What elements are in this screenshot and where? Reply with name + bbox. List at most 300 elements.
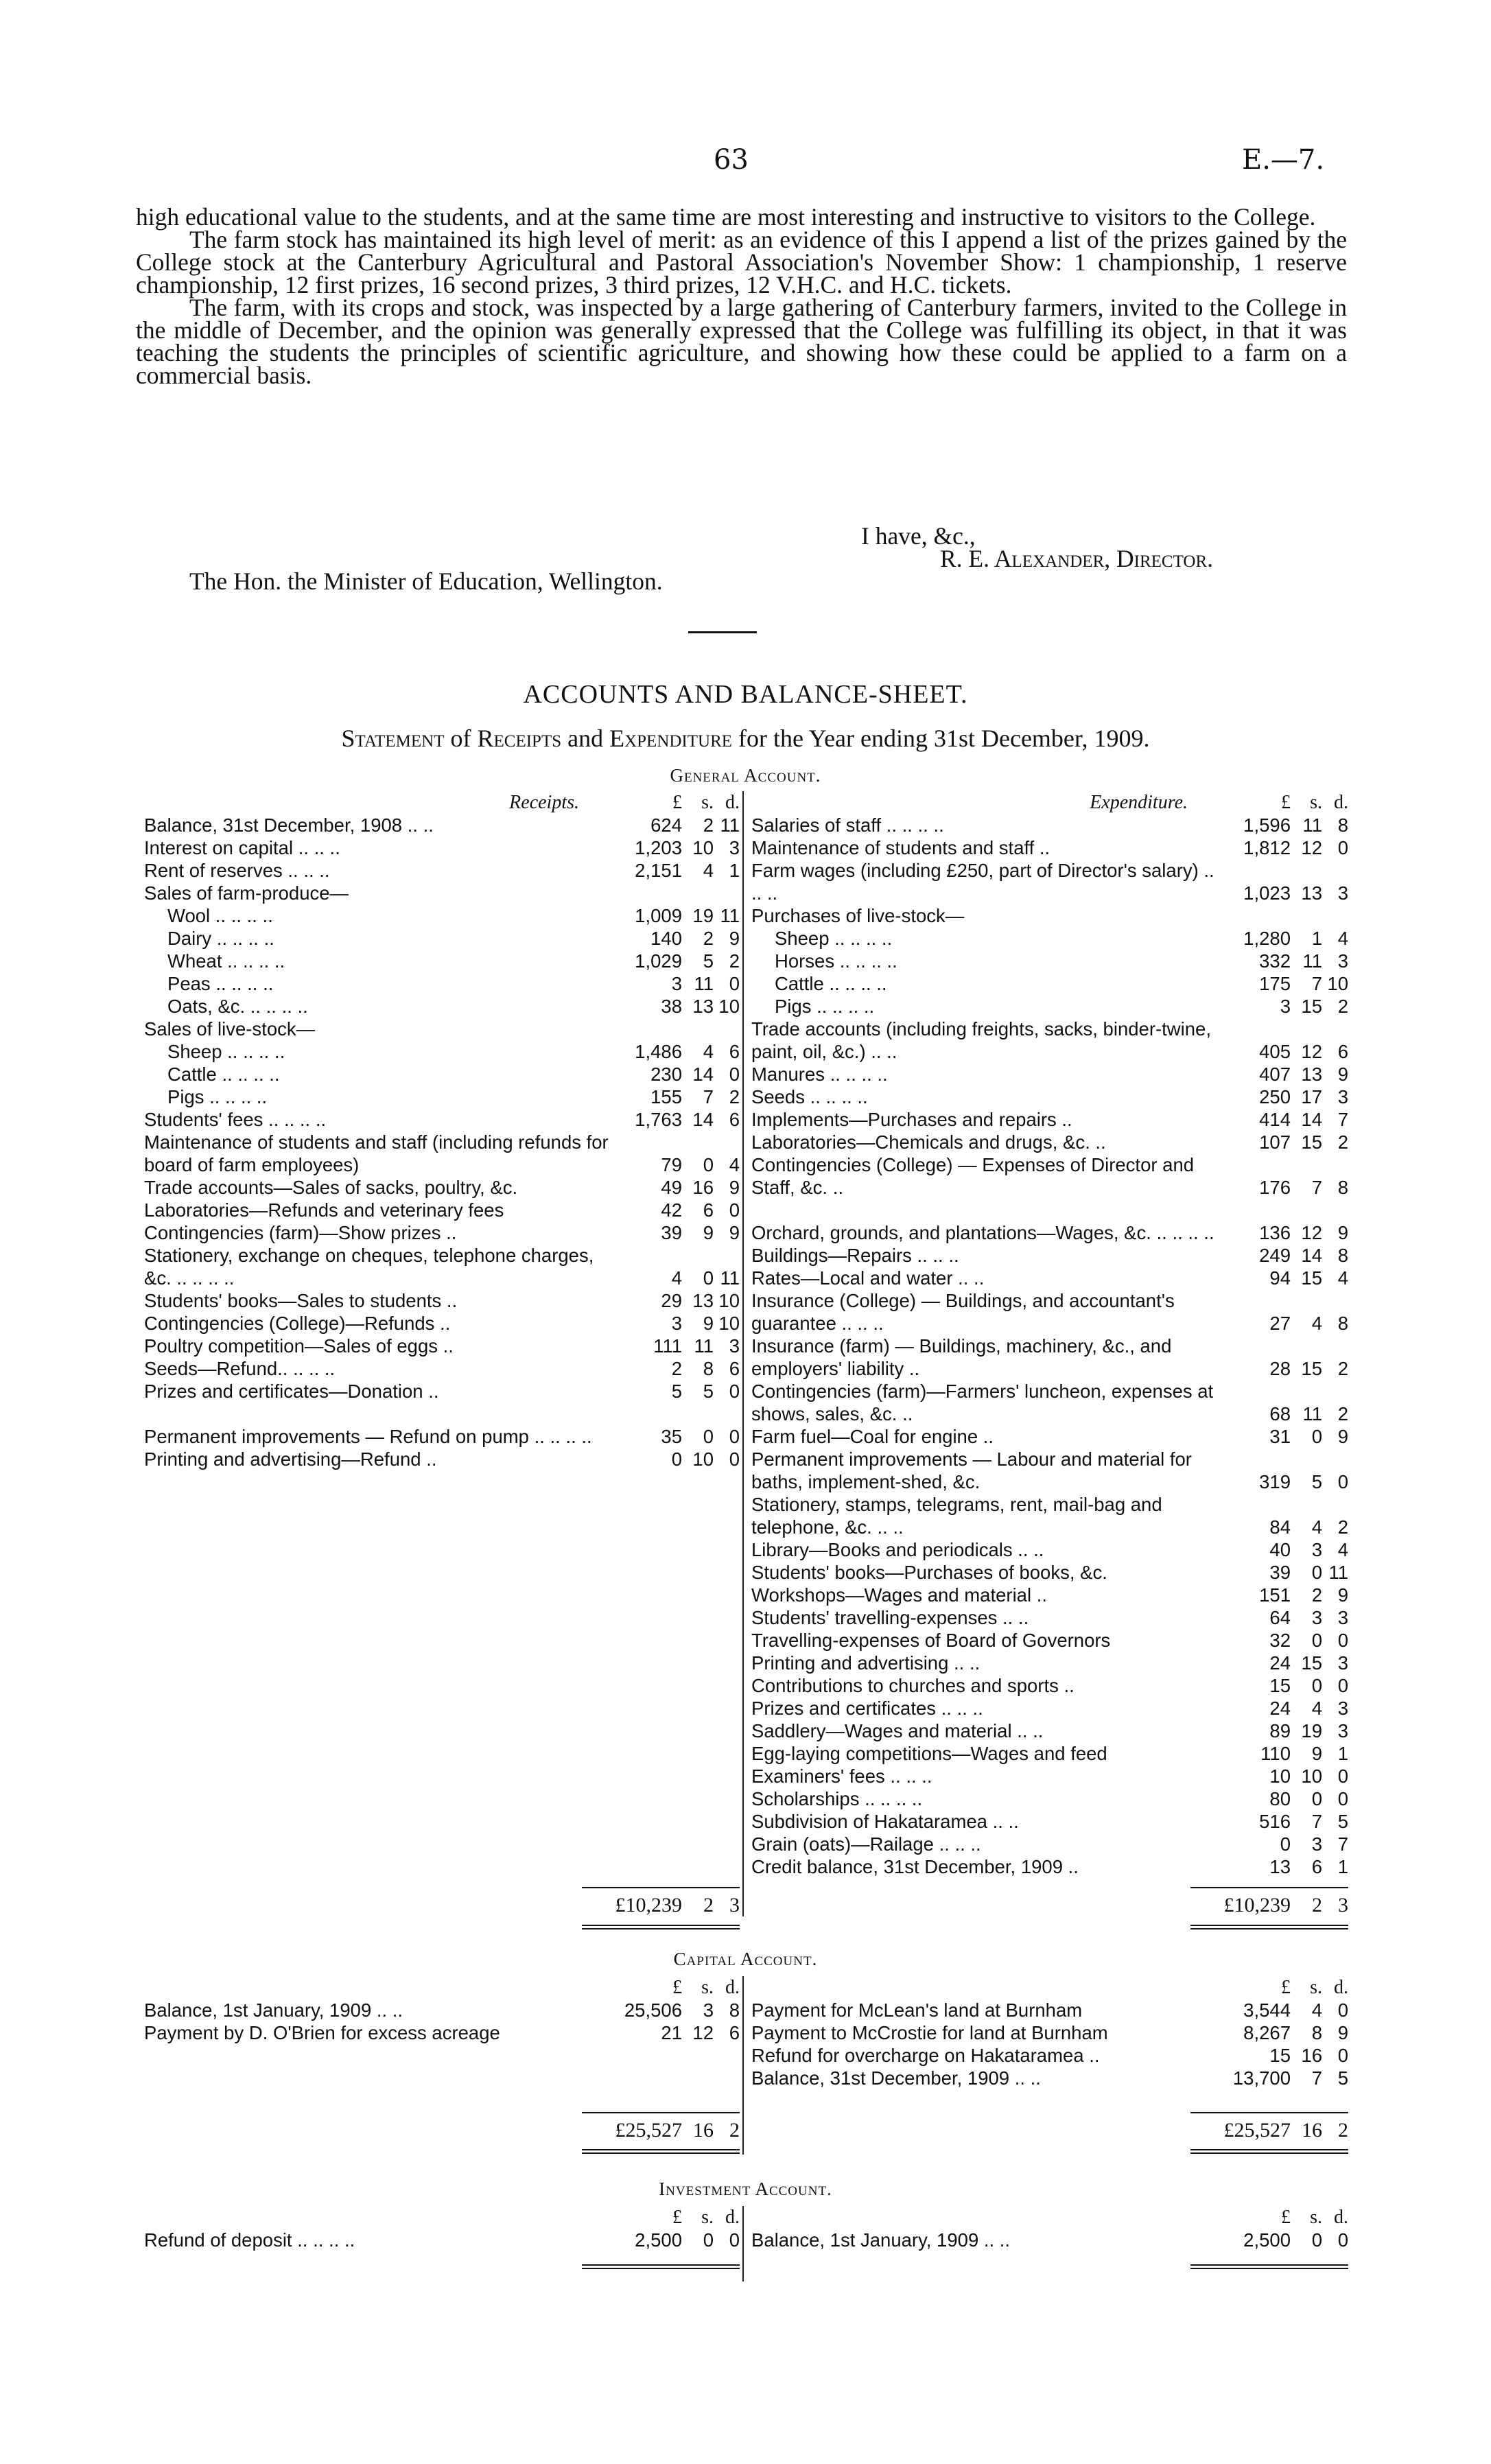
account-row: [751, 1131, 1348, 1153]
row-amount: [1222, 972, 1348, 995]
row-amount: [1222, 1063, 1348, 1086]
account-row: [144, 2021, 740, 2044]
amount-pence: 1: [1337, 1743, 1348, 1764]
amount-pounds: 1,763: [635, 1109, 682, 1130]
amount-pounds: 1,596: [1243, 814, 1291, 836]
double-rule: [582, 1925, 740, 1929]
amount-shillings: 9: [703, 1313, 714, 1334]
amount-pence: 4: [1337, 928, 1348, 949]
amount-pence: 0: [1337, 2229, 1348, 2251]
section-divider: [688, 631, 757, 633]
amount-pounds: 414: [1259, 1109, 1291, 1130]
amount-pounds: 13: [1269, 1856, 1291, 1877]
amount-pounds: 516: [1259, 1811, 1291, 1832]
letter-signature: R. E. Alexander, Director.: [940, 545, 1214, 572]
amount-shillings: 0: [1311, 1788, 1322, 1809]
account-row: [751, 1425, 1348, 1448]
amount-pounds: 2: [671, 1358, 682, 1379]
account-row: [751, 1674, 1348, 1697]
double-rule: [582, 2149, 740, 2154]
total-rule: [1190, 2112, 1348, 2113]
row-label: Balance, 31st December, 1908 .. ..: [144, 814, 434, 836]
investment-receipts-rows: [144, 2229, 740, 2251]
account-row: [144, 1040, 740, 1063]
row-label: Refund for overcharge on Hakataramea ..: [751, 2045, 1100, 2066]
account-row: [144, 1086, 740, 1108]
row-amount: [1222, 1674, 1348, 1697]
account-row: [144, 972, 740, 995]
account-row: [751, 2067, 1348, 2089]
row-amount: [1222, 1833, 1348, 1855]
amount-shillings: 4: [1311, 1516, 1322, 1538]
row-label: Laboratories—Refunds and veterinary fees: [144, 1199, 504, 1221]
amount-pence: 9: [729, 1177, 740, 1198]
amount-pounds: 407: [1259, 1064, 1291, 1085]
row-label: Buildings—Repairs .. .. ..: [751, 1245, 959, 1266]
row-label: Dairy .. .. .. ..: [167, 928, 274, 949]
row-amount: [1222, 1697, 1348, 1720]
row-amount: [613, 995, 740, 1018]
amount-shillings: 0: [703, 1426, 714, 1447]
investment-expenditure: £ s. d. Balance, 1st January, 1909 .. .. 2,500 0 0: [751, 2207, 1348, 2251]
amount-shillings: 14: [1301, 1109, 1322, 1130]
double-rule: [1190, 2149, 1348, 2154]
amount-pounds: 3: [671, 1313, 682, 1334]
account-row: [144, 1335, 740, 1357]
row-label: Printing and advertising—Refund ..: [144, 1448, 437, 1470]
account-row: [144, 836, 740, 859]
amount-pounds: 40: [1269, 1539, 1291, 1560]
total-rule: [582, 2112, 740, 2113]
amount-pounds: 79: [661, 1154, 682, 1175]
amount-pounds: 39: [1269, 1562, 1291, 1583]
row-amount: [613, 1199, 740, 1221]
row-amount: [613, 1425, 740, 1448]
amount-pounds: 35: [661, 1426, 682, 1447]
account-row: [751, 1493, 1348, 1538]
row-amount: [1222, 1040, 1348, 1063]
row-label: Payment to McCrostie for land at Burnham: [751, 2022, 1108, 2043]
row-amount: [1222, 2067, 1348, 2089]
row-label: Maintenance of students and staff ..: [751, 837, 1050, 858]
amount-shillings: 13: [692, 1290, 714, 1311]
amount-shillings: 13: [692, 996, 714, 1017]
amount-pounds: 1,029: [635, 950, 682, 972]
capital-expenditure: £ s. d. Payment for McLean's land at Burnham 3,544 4 0 Payment to McCrostie for land at Burnham 8,267 8 9 Refund for overcharge on Hakataramea .. 15 16 0 Balance, 31st December, 1909 .. .. 13,700 7 5: [751, 1977, 1348, 2089]
amount-pounds: 64: [1269, 1607, 1291, 1628]
account-row: [751, 1267, 1348, 1289]
amount-pounds: 2,500: [635, 2229, 682, 2251]
row-amount: [613, 904, 740, 927]
row-amount: [1222, 1742, 1348, 1765]
amount-shillings: 10: [692, 1448, 714, 1470]
amount-pounds: 42: [661, 1199, 682, 1221]
row-label: Sales of farm-produce—: [144, 882, 349, 904]
amount-shillings: 4: [1311, 1698, 1322, 1719]
row-label: Sheep .. .. .. ..: [775, 928, 893, 949]
row-label: Students' books—Purchases of books, &c.: [751, 1562, 1107, 1583]
row-amount: [613, 1289, 740, 1312]
amount-shillings: 4: [1311, 1999, 1322, 2021]
amount-pence: 10: [1327, 973, 1348, 994]
amount-shillings: 4: [1311, 1313, 1322, 1334]
total-rule: [582, 1887, 740, 1888]
row-label: Permanent improvements — Labour and material for baths, implement-shed, &c.: [751, 1448, 1192, 1492]
row-label: Oats, &c. .. .. .. ..: [167, 996, 308, 1017]
row-amount: [1222, 927, 1348, 950]
amount-pence: 3: [1337, 1720, 1348, 1741]
account-row: [144, 859, 740, 882]
amount-pounds: 15: [1269, 1675, 1291, 1696]
row-amount: [613, 1312, 740, 1335]
double-rule: [1190, 1925, 1348, 1929]
amount-pounds: 2,500: [1243, 2229, 1291, 2251]
amount-pounds: 107: [1259, 1131, 1291, 1153]
account-row: [751, 1999, 1348, 2021]
amount-shillings: 6: [1311, 1856, 1322, 1877]
row-label: Pigs .. .. .. ..: [167, 1086, 268, 1107]
row-label: Contingencies (College)—Refunds ..: [144, 1313, 451, 1334]
capital-account-heading: Capital Account.: [673, 1949, 818, 1969]
amount-pounds: 1,812: [1243, 837, 1291, 858]
row-amount: [1222, 1787, 1348, 1810]
row-label: Scholarships .. .. .. ..: [751, 1788, 923, 1809]
investment-expenditure-rows: [751, 2229, 1348, 2251]
amount-shillings: 9: [703, 1222, 714, 1243]
amount-shillings: 8: [703, 1358, 714, 1379]
column-divider: [742, 791, 744, 1916]
account-row: [751, 859, 1348, 904]
amount-pence: 3: [1337, 1698, 1348, 1719]
amount-pounds: 68: [1269, 1403, 1291, 1424]
amount-pence: 3: [1337, 882, 1348, 904]
row-label: Subdivision of Hakataramea .. ..: [751, 1811, 1019, 1832]
amount-pounds: 1,280: [1243, 928, 1291, 949]
amount-pence: 2: [729, 1086, 740, 1107]
row-amount: [613, 972, 740, 995]
amount-pounds: 155: [650, 1086, 682, 1107]
amount-pounds: 10: [1269, 1765, 1291, 1787]
row-amount: [1222, 2021, 1348, 2044]
row-amount: [613, 950, 740, 972]
row-label: Balance, 1st January, 1909 .. ..: [751, 2229, 1011, 2251]
row-amount: [1222, 2229, 1348, 2251]
amount-shillings: 10: [692, 837, 714, 858]
amount-pence: 2: [1337, 1131, 1348, 1153]
row-label: Wheat .. .. .. ..: [167, 950, 285, 972]
capital-expenditure-total: £25,527 16 2: [1223, 2119, 1348, 2142]
amount-pence: 2: [1337, 1516, 1348, 1538]
amount-pence: 11: [720, 814, 740, 836]
amount-shillings: 0: [703, 1267, 714, 1289]
accounts-subtitle: Statement of Receipts and Expenditure for the Year ending 31st December, 1909.: [341, 725, 1150, 752]
account-row: [144, 1357, 740, 1380]
amount-pence: 4: [1337, 1267, 1348, 1289]
row-amount: [613, 1335, 740, 1357]
amount-shillings: 12: [1301, 837, 1322, 858]
amount-pence: 9: [1337, 1222, 1348, 1243]
row-amount: [1222, 1470, 1348, 1493]
amount-shillings: 14: [692, 1064, 714, 1085]
row-label: Saddlery—Wages and material .. ..: [751, 1720, 1044, 1741]
amount-pence: 0: [1337, 1471, 1348, 1492]
amount-pence: 8: [1337, 1177, 1348, 1198]
row-amount: [613, 2021, 740, 2044]
amount-pence: 8: [1337, 814, 1348, 836]
amount-shillings: 9: [1311, 1743, 1322, 1764]
account-row: [751, 1787, 1348, 1810]
row-amount: [613, 927, 740, 950]
amount-pence: 3: [729, 1335, 740, 1357]
amount-pounds: 1,009: [635, 905, 682, 926]
account-row: [751, 2044, 1348, 2067]
row-amount: [1222, 1267, 1348, 1289]
row-label: Manures .. .. .. ..: [751, 1064, 888, 1085]
amount-pounds: 332: [1259, 950, 1291, 972]
row-label: Trade accounts—Sales of sacks, poultry, &c.: [144, 1177, 518, 1198]
account-row: [144, 950, 740, 972]
row-amount: [1222, 995, 1348, 1018]
amount-shillings: 13: [1301, 1064, 1322, 1085]
account-row: [751, 1289, 1348, 1335]
row-amount: [613, 859, 740, 882]
row-amount: [1222, 2044, 1348, 2067]
amount-pence: 8: [1337, 1313, 1348, 1334]
account-row: [751, 1652, 1348, 1674]
account-row: [751, 1833, 1348, 1855]
amount-shillings: 0: [703, 1154, 714, 1175]
letter-paragraph: The farm stock has maintained its high level of merit: as an evidence of this I append a list of the prizes gained by the College stock at the Canterbury Agricultural and Pastoral Association's November Show: 1 championship, 1 reserve championship, 12 first prizes, 16 second prizes, 3 third prizes, 12 V.H.C. and H.C. tickets.: [136, 226, 1347, 298]
amount-pence: 0: [729, 1199, 740, 1221]
amount-pounds: 31: [1269, 1426, 1291, 1447]
row-amount: [613, 1380, 740, 1403]
investment-account-heading: Investment Account.: [659, 2179, 832, 2199]
amount-pounds: 28: [1269, 1358, 1291, 1379]
amount-pounds: 249: [1259, 1245, 1291, 1266]
general-expenditure-total: £10,239 2 3: [1223, 1894, 1348, 1916]
amount-shillings: 2: [703, 928, 714, 949]
row-label: Payment for McLean's land at Burnham: [751, 1999, 1083, 2021]
amount-pence: 6: [729, 1109, 740, 1130]
row-label: Interest on capital .. .. ..: [144, 837, 340, 858]
amount-pounds: 84: [1269, 1516, 1291, 1538]
row-amount: [613, 2229, 740, 2251]
amount-shillings: 7: [1311, 2067, 1322, 2089]
amount-pounds: 3,544: [1243, 1999, 1291, 2021]
amount-pounds: 110: [1260, 1743, 1291, 1764]
amount-pounds: 32: [1269, 1630, 1291, 1651]
account-row: [144, 927, 740, 950]
amount-pence: 0: [729, 1448, 740, 1470]
general-expenditure-rows: [751, 814, 1348, 1878]
general-receipts-rows: [144, 814, 740, 1470]
amount-pounds: 8,267: [1243, 2022, 1291, 2043]
account-row: [751, 1629, 1348, 1652]
amount-shillings: 10: [1301, 1765, 1322, 1787]
receipts-heading: Receipts.: [509, 792, 579, 813]
amount-shillings: 15: [1301, 1358, 1322, 1379]
account-row: [751, 972, 1348, 995]
amount-shillings: 0: [1311, 1630, 1322, 1651]
amount-shillings: 7: [1311, 1811, 1322, 1832]
general-expenditure: Expenditure. £ s. d. Salaries of staff .. .. .. .. 1,596 11 8 Maintenance of students and staff .. 1,812 12 0 Farm wages (including £250, part of Director's salary) .. .. .. 1,023 13 3 Purchases of live-stock— Sheep .. .. .. .. 1,280 1 4 Horses .. .. .. .. 332 11 3 Cattle .. .. .. .. 175 7 10 Pigs .. .. .. .. 3 15 2 Trade accounts (including freights, sacks, binder-twine, paint, oil, &c.) .. .. 405 12 6 Manures .. .. .. .. 407 13 9 Seeds .. .. .. .. 250 17 3 Implements—Purchases and repairs .. 414 14 7 Laboratories—Chemicals and drugs, &c. .. 107 15 2 Contingencies (College) — Expenses of Director and Staff, &c. .. 176 7 8 Orchard, grounds, and plantations—Wages, &c. .. .. .. .. 136 12 9 Buildings—Repairs .. .. .. 249 14 8 Rates—Local and water .. .. 94 15 4 Insurance (College) — Buildings, and accountant's guarantee .. .. .. 27 4 8 Insurance (farm) — Buildings, machinery, &c., and employers' liability .. 28 15 2 Contingencies (farm)—Farmers' luncheon, expenses at shows, sales, &c. .. 68 11 2 Farm fuel—Coal for engine .. 31 0 9 Permanent improvements — Labour and material for baths, implement-shed, &c. 319 5 0 Stationery, stamps, telegrams, rent, mail-bag and telephone, &c. .. .. 84 4 2 Library—Books and periodicals .. .. 40 3 4 Students' books—Purchases of books, &c. 39 0 11 Workshops—Wages and material .. 151 2 9 Students' travelling-expenses .. .. 64 3 3 Travelling-expenses of Board of Governors 32 0 0 Printing and advertising .. .. 24 15 3 Contributions to churches and sports .. 15 0 0 Prizes and certificates .. .. .. 24 4 3 Saddlery—Wages and material .. .. 89 19 3 Egg-laying competitions—Wages and feed 110 9 1 Examiners' fees .. .. .. 10 10 0 Scholarships .. .. .. .. 80 0 0 Subdivision of Hakataramea .. .. 516 7 5 Grain (oats)—Railage .. .. .. 0 3 7 Credit balance, 31st December, 1909 .. 13 6 1: [751, 792, 1348, 1877]
amount-shillings: 15: [1301, 1131, 1322, 1153]
account-row: [751, 814, 1348, 836]
account-row: [144, 995, 740, 1018]
amount-pence: 5: [1337, 2067, 1348, 2089]
row-label: Horses .. .. .. ..: [775, 950, 897, 972]
amount-pounds: 24: [1269, 1652, 1291, 1674]
account-row: [144, 2229, 740, 2251]
amount-pounds: 175: [1259, 973, 1291, 994]
account-row: [751, 1606, 1348, 1629]
row-amount: [613, 1221, 740, 1244]
letter-addressee: The Hon. the Minister of Education, Wellington.: [189, 567, 663, 595]
account-row: [751, 927, 1348, 950]
account-row: [144, 1289, 740, 1312]
amount-pence: 10: [718, 996, 740, 1017]
amount-pence: 3: [1337, 1652, 1348, 1674]
amount-shillings: 3: [703, 1999, 714, 2021]
amount-shillings: 14: [1301, 1245, 1322, 1266]
row-amount: [613, 1040, 740, 1063]
row-label: Grain (oats)—Railage .. .. ..: [751, 1833, 981, 1855]
row-label: Rent of reserves .. .. ..: [144, 860, 330, 881]
amount-pence: 11: [720, 905, 740, 926]
row-amount: [1222, 882, 1348, 904]
row-amount: [1222, 1403, 1348, 1425]
amount-shillings: 5: [703, 950, 714, 972]
amount-shillings: 13: [1301, 882, 1322, 904]
row-label: Prizes and certificates—Donation ..: [144, 1381, 439, 1402]
amount-pence: 0: [729, 1426, 740, 1447]
account-row: [751, 1855, 1348, 1878]
row-amount: [1222, 1086, 1348, 1108]
row-label: Contingencies (farm)—Show prizes ..: [144, 1222, 457, 1243]
row-label: Contributions to churches and sports ..: [751, 1675, 1075, 1696]
amount-shillings: 15: [1301, 996, 1322, 1017]
account-row: [144, 1380, 740, 1403]
row-label: Payment by D. O'Brien for excess acreage: [144, 2022, 500, 2043]
amount-pence: 0: [1337, 2045, 1348, 2066]
amount-shillings: 0: [1311, 1675, 1322, 1696]
amount-pounds: 5: [671, 1381, 682, 1402]
amount-shillings: 4: [703, 1041, 714, 1062]
amount-pence: 9: [729, 928, 740, 949]
amount-shillings: 2: [703, 814, 714, 836]
account-row: [751, 1584, 1348, 1606]
row-amount: [1222, 1810, 1348, 1833]
row-amount: [1222, 1561, 1348, 1584]
row-amount: [1222, 1606, 1348, 1629]
row-amount: [613, 814, 740, 836]
row-label: Trade accounts (including freights, sacks, binder-twine, paint, oil, &c.) .. ..: [751, 1018, 1211, 1062]
amount-pounds: 4: [671, 1267, 682, 1289]
amount-pence: 0: [729, 1064, 740, 1085]
account-row: [144, 1403, 740, 1448]
amount-pounds: 13,700: [1232, 2067, 1291, 2089]
row-label: Farm wages (including £250, part of Director's salary) .. .. ..: [751, 860, 1214, 904]
amount-pence: 3: [1337, 950, 1348, 972]
amount-pence: 6: [729, 1358, 740, 1379]
amount-shillings: 2: [1311, 1584, 1322, 1606]
row-label: Cattle .. .. .. ..: [775, 973, 887, 994]
account-row: [144, 1312, 740, 1335]
row-label: Contingencies (farm)—Farmers' luncheon, expenses at shows, sales, &c. ..: [751, 1381, 1214, 1424]
row-label: Balance, 1st January, 1909 .. ..: [144, 1999, 403, 2021]
amount-shillings: 3: [1311, 1539, 1322, 1560]
double-rule: [582, 2264, 740, 2269]
account-row: [144, 1018, 740, 1040]
amount-pounds: 3: [671, 973, 682, 994]
account-row: [751, 1380, 1348, 1425]
amount-pounds: 151: [1259, 1584, 1291, 1606]
amount-pounds: 319: [1259, 1471, 1291, 1492]
account-row: [751, 1561, 1348, 1584]
amount-pounds: 39: [661, 1222, 682, 1243]
amount-pence: 0: [1337, 1765, 1348, 1787]
amount-shillings: 5: [1311, 1471, 1322, 1492]
amount-shillings: 3: [1311, 1607, 1322, 1628]
account-row: [144, 1221, 740, 1244]
row-amount: [1222, 1765, 1348, 1787]
account-row: [751, 1765, 1348, 1787]
account-row: [144, 882, 740, 904]
amount-pence: 11: [720, 1267, 740, 1289]
amount-pence: 2: [1337, 996, 1348, 1017]
amount-shillings: 1: [1311, 928, 1322, 949]
row-label: Students' books—Sales to students ..: [144, 1290, 458, 1311]
letter-closing: I have, &c.,: [861, 522, 976, 550]
amount-pounds: 89: [1269, 1720, 1291, 1741]
row-amount: [1222, 1221, 1348, 1244]
amount-pence: 0: [1337, 837, 1348, 858]
amount-pence: 8: [729, 1999, 740, 2021]
row-label: Students' travelling-expenses .. ..: [751, 1607, 1029, 1628]
row-label: Seeds—Refund.. .. .. ..: [144, 1358, 336, 1379]
row-amount: [613, 1267, 740, 1289]
row-label: Examiners' fees .. .. ..: [751, 1765, 932, 1787]
amount-pence: 9: [1337, 1064, 1348, 1085]
amount-shillings: 4: [703, 860, 714, 881]
amount-shillings: 14: [692, 1109, 714, 1130]
row-label: Travelling-expenses of Board of Governors: [751, 1630, 1111, 1651]
row-amount: [613, 1176, 740, 1199]
account-row: [144, 1999, 740, 2021]
amount-pounds: 25,506: [624, 1999, 682, 2021]
amount-shillings: 0: [1311, 1562, 1322, 1583]
page-number: 63: [714, 144, 749, 176]
account-row: [144, 1448, 740, 1470]
amount-shillings: 11: [1302, 1403, 1322, 1424]
amount-pence: 4: [729, 1154, 740, 1175]
account-row: [144, 814, 740, 836]
amount-pence: 2: [1337, 1358, 1348, 1379]
amount-pence: 3: [1337, 1086, 1348, 1107]
amount-pence: 0: [729, 973, 740, 994]
account-row: [144, 1108, 740, 1131]
row-label: Maintenance of students and staff (including refunds for board of farm employees): [144, 1131, 609, 1175]
column-divider: [742, 1976, 744, 2155]
account-row: [144, 904, 740, 927]
amount-shillings: 19: [1301, 1720, 1322, 1741]
amount-pence: 2: [729, 950, 740, 972]
row-label: Egg-laying competitions—Wages and feed: [751, 1743, 1107, 1764]
amount-shillings: 12: [1301, 1222, 1322, 1243]
amount-pence: 11: [1328, 1562, 1348, 1583]
row-label: Orchard, grounds, and plantations—Wages, &c. .. .. .. ..: [751, 1222, 1214, 1243]
amount-shillings: 15: [1301, 1652, 1322, 1674]
